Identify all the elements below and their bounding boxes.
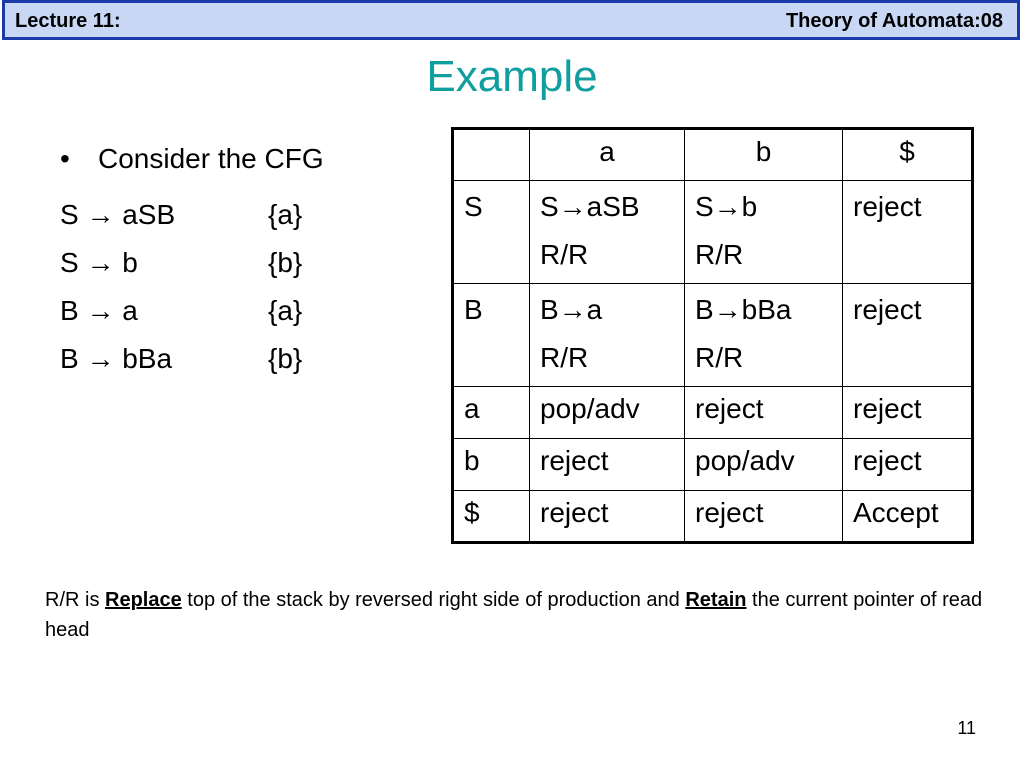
table-cell: reject: [530, 439, 685, 491]
production-set: {b}: [268, 247, 303, 278]
row-label: b: [453, 439, 530, 491]
parse-table: [451, 127, 974, 544]
cell-action: reject: [853, 294, 922, 325]
cell-action: B→a: [540, 294, 603, 325]
table-header-row: [453, 129, 973, 181]
cell-action: reject: [853, 191, 922, 222]
table-cell: [530, 284, 685, 387]
bullet-item: [60, 143, 324, 175]
table-cell: [843, 181, 973, 284]
table-header-cell: $: [843, 129, 973, 181]
table-header-cell: [453, 129, 530, 181]
production-rule: B → a: [60, 295, 138, 326]
row-label: $: [453, 491, 530, 543]
page-number: 11: [957, 718, 976, 738]
table-cell: [685, 284, 843, 387]
bullet-marker: •: [60, 143, 70, 174]
table-row: [453, 284, 973, 387]
production-set: {a}: [268, 199, 303, 230]
slide-header: [2, 0, 1020, 40]
production-rule: S → b: [60, 247, 138, 278]
row-label: S: [453, 181, 530, 284]
table-header-cell: b: [685, 129, 843, 181]
table-row: [453, 387, 973, 439]
table-cell: reject: [843, 439, 973, 491]
production-rule: S → aSB: [60, 199, 176, 230]
bullet-text: Consider the CFG: [98, 143, 324, 174]
table-cell: reject: [685, 491, 843, 543]
production-row: [60, 289, 302, 337]
production-row: [60, 193, 302, 241]
table-cell: [843, 284, 973, 387]
retain-term: Retain: [685, 589, 747, 611]
cell-action: R/R: [695, 239, 744, 270]
production-rule: B → bBa: [60, 343, 173, 374]
production-list: [60, 193, 302, 385]
production-set: {b}: [268, 343, 303, 374]
table-cell: Accept: [843, 491, 973, 543]
table-cell: reject: [843, 387, 973, 439]
row-label: B: [453, 284, 530, 387]
production-set: {a}: [268, 295, 303, 326]
course-label: Theory of Automata:08: [785, 10, 1003, 32]
table-row: [453, 439, 973, 491]
cell-action: S→b: [695, 191, 758, 222]
cell-action: R/R: [540, 239, 589, 270]
table-cell: reject: [530, 491, 685, 543]
note-text: top of the stack by reversed right side of production and: [181, 589, 686, 611]
replace-term: Replace: [105, 589, 182, 611]
table-cell: pop/adv: [530, 387, 685, 439]
cell-action: B→bBa: [695, 294, 792, 325]
table-cell: pop/adv: [685, 439, 843, 491]
table-row: [453, 181, 973, 284]
footnote: [45, 585, 995, 645]
table-header-cell: a: [530, 129, 685, 181]
table-row: [453, 491, 973, 543]
production-row: [60, 241, 302, 289]
cell-action: R/R: [540, 342, 589, 373]
table-cell: reject: [685, 387, 843, 439]
slide-title: Example: [426, 52, 598, 101]
note-text: R/R is: [45, 589, 105, 611]
row-label: a: [453, 387, 530, 439]
lecture-label: Lecture 11:: [15, 10, 121, 32]
table-cell: [685, 181, 843, 284]
table-cell: [530, 181, 685, 284]
note-text: the current pointer of read head: [45, 589, 983, 641]
production-row: [60, 337, 302, 385]
cell-action: S→aSB: [540, 191, 640, 222]
cell-action: R/R: [695, 342, 744, 373]
